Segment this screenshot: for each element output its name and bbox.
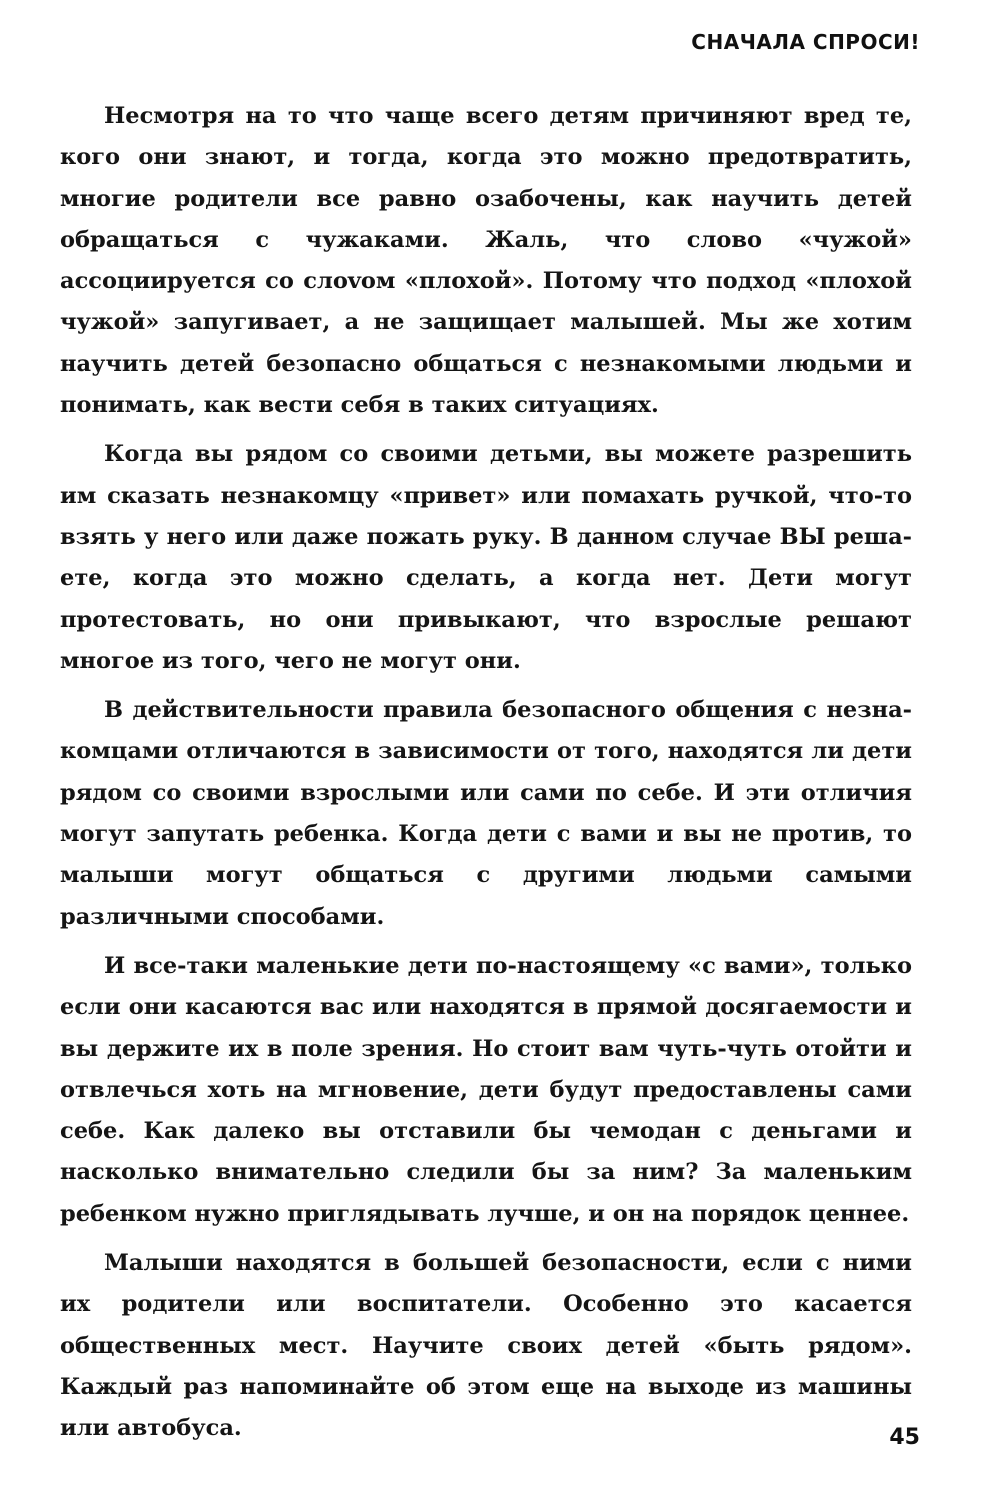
paragraph-5: Малыши находятся в большей безопасности, если с ними их родители или воспитатели. Особенно это касается общественных мест. Научите своих детей «быть рядом». Каждый раз напоминайте об этом еще на выходе из машины или автобуса. [60,1250,912,1442]
paragraph-1: Несмотря на то что чаще всего детям причиняют вред те, кого они знают, и тогда, когда это можно предотвратить, многие родители все равно озабочены, как научить детей обращаться с чужаками. Жаль, что слово «чужой» ассоциируется со слоvом «плохой». Потому что подход «плохой чужой» запугивает, а не защищает малышей. Мы же хотим научить детей безопасно общаться с незнакомыми людьми и понимать, как вести себя в таких ситуациях. [60,103,912,419]
paragraph-4: И все-таки маленькие дети по-настоящему «с вами», только если они касаются вас или находятся в прямой досягаемости и вы держите их в поле зрения. Но стоит вам чуть-чуть отойти и отвлечься хоть на мгновение, дети будут предоставлены сами себе. Как далеко вы отставили бы чемодан с деньгами и насколько внимательно следили бы за ним? За маленьким ребенком нужно приглядывать лучше, и он на порядок ценнее. [60,952,912,1227]
paragraph-2: Когда вы рядом со своими детьми, вы можете разрешить им сказать незнакомцу «привет» или помахать ручкой, что-то взять у него или даже пожать руку. В данном случае ВЫ решаете, когда это можно сделать, а когда нет. Дети могут протестовать, но они привыкают, что взрослые решают многое из того, чего не могут они. [60,441,912,674]
paragraph-3: В действительности правила безопасного общения с незнакомцами отличаются в зависимости от того, находятся ли дети рядом со своими взрослыми или сами по себе. И эти отличия могут запутать ребенка. Когда дети с вами и вы не против, то малыши могут общаться с другими людьми самыми различными способами. [60,697,912,930]
body-text [60,96,912,1458]
page-number: 45 [889,1425,920,1450]
running-header-title: СНАЧАЛА СПРОСИ! [691,30,920,54]
